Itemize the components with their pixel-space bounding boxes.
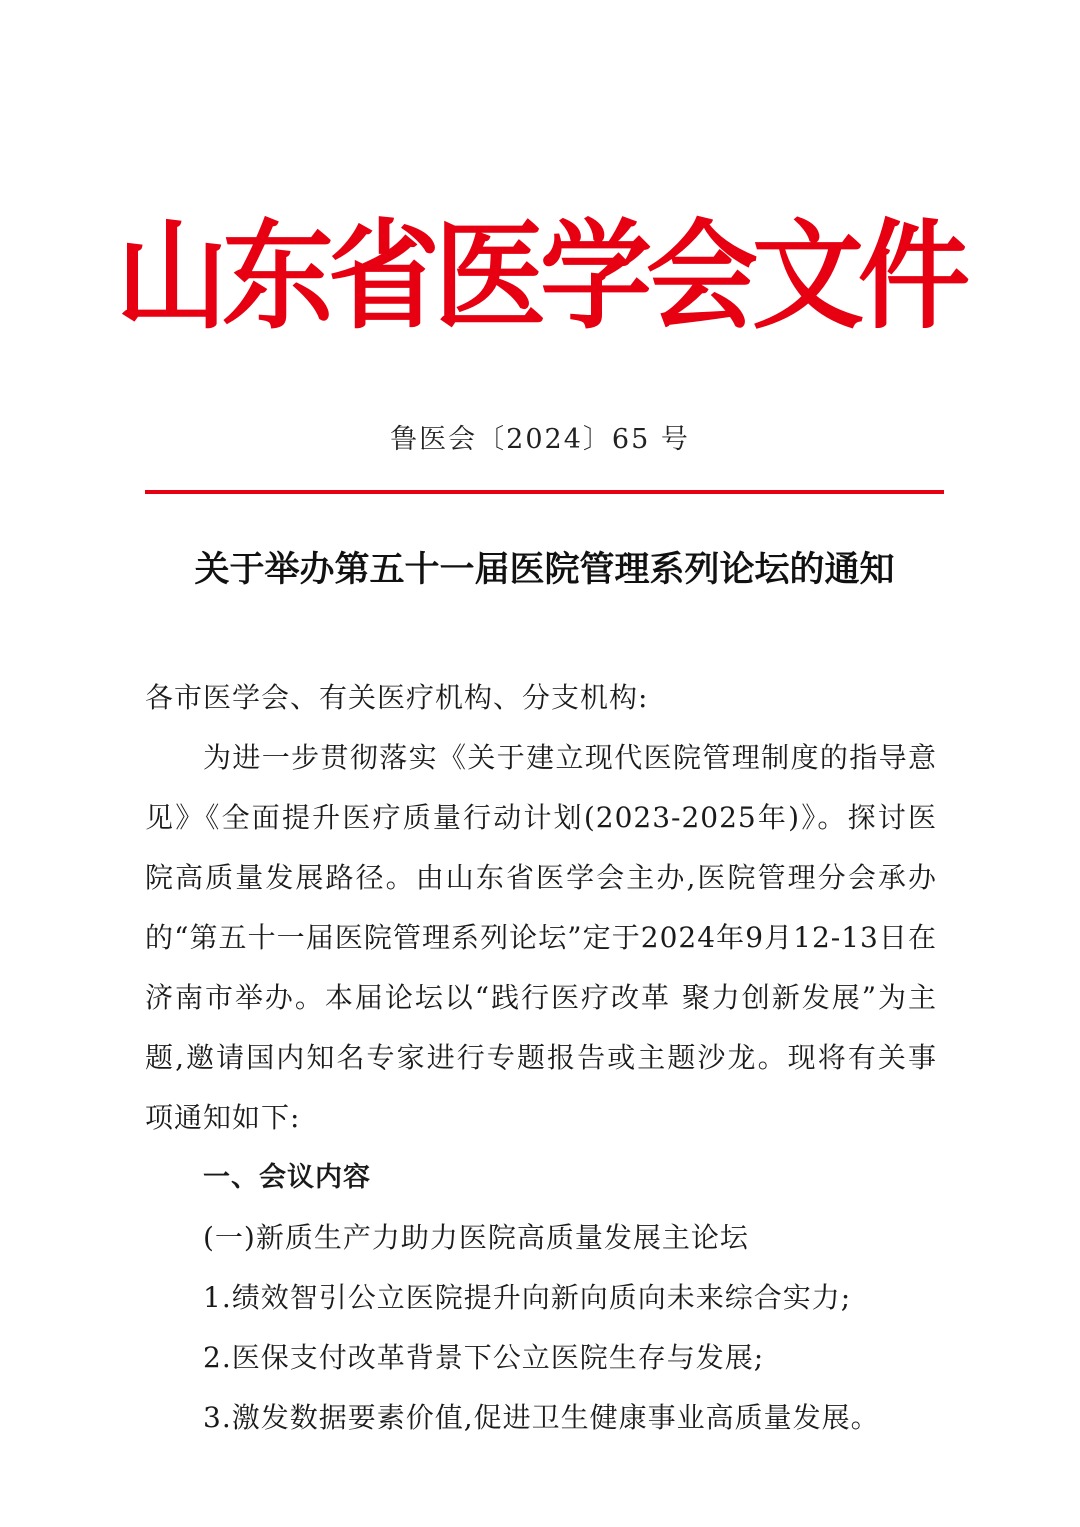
- intro-paragraph: 为进一步贯彻落实《关于建立现代医院管理制度的指导意见》《全面提升医疗质量行动计划(2023-2025年)》。探讨医院高质量发展路径。由山东省医学会主办,医院管理分会承办的“第五十一届医院管理系列论坛”定于2024年9月12-13日在济南市举办。本届论坛以“践行医疗改革 聚力创新发展”为主题,邀请国内知名专家进行专题报告或主题沙龙。现将有关事项通知如下:: [145, 741, 937, 1134]
- document-body: [145, 668, 937, 1448]
- document-title: 关于举办第五十一届医院管理系列论坛的通知: [194, 550, 895, 590]
- list-item: 3.激发数据要素价值,促进卫生健康事业高质量发展。: [203, 1401, 880, 1434]
- letterhead-title: 山东省医学会文件: [116, 207, 964, 346]
- subsection-heading: (一)新质生产力助力医院高质量发展主论坛: [203, 1221, 749, 1254]
- list-item: 1.绩效智引公立医院提升向新向质向未来综合实力;: [203, 1281, 852, 1314]
- salutation: 各市医学会、有关医疗机构、分支机构:: [145, 681, 649, 714]
- section-heading: 一、会议内容: [203, 1162, 371, 1193]
- list-item: 2.医保支付改革背景下公立医院生存与发展;: [203, 1341, 765, 1374]
- document-number: 鲁医会〔2024〕65 号: [390, 424, 690, 455]
- red-divider-line: [145, 490, 944, 494]
